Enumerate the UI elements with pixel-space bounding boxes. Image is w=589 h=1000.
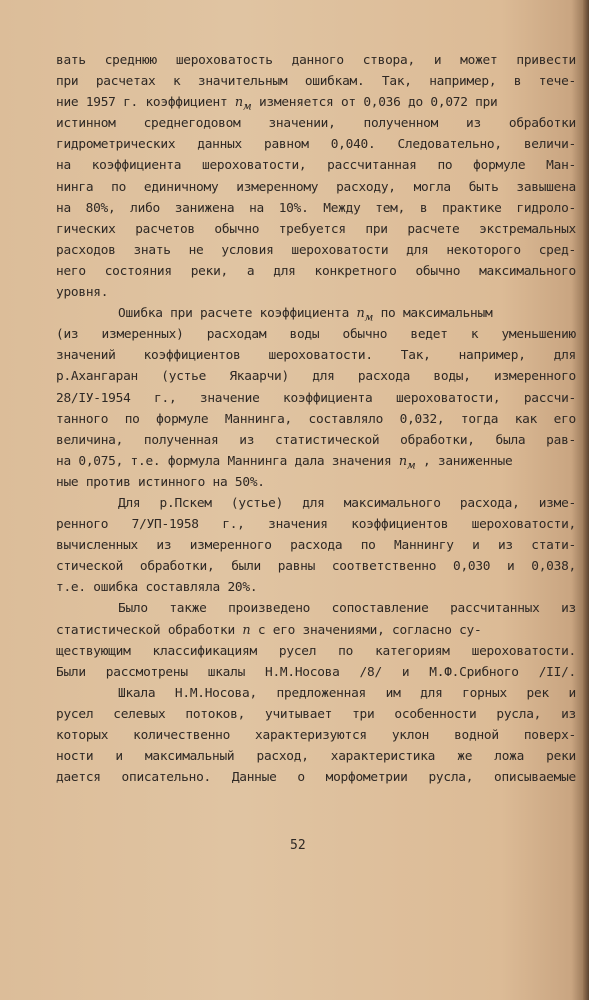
text-line: ности и максимальный расход, характеристика же ложа реки: [56, 749, 576, 765]
text-line: [56, 303, 576, 324]
text-segment: статистической обработки: [56, 622, 243, 638]
text-segment: по максимальным: [373, 306, 493, 322]
symbol-n: n: [234, 95, 243, 111]
text-line: ществующим классификациям русел по категориям шероховатости.: [56, 643, 576, 659]
symbol-subscript: м: [242, 99, 252, 113]
symbol-subscript: м: [406, 458, 416, 472]
roughness-symbol: n: [242, 622, 251, 638]
text-line: на коэффициента шероховатости, рассчитанная по формуле Ман-: [56, 158, 576, 174]
text-line: значений коэффициентов шероховатости. Так, например, для: [56, 348, 576, 364]
text-segment: , заниженные: [415, 453, 513, 469]
body-text: [56, 50, 576, 788]
symbol-n: n: [356, 306, 365, 322]
text-line: дается описательно. Данные о морфометрии русла, описываемые: [56, 770, 576, 786]
text-line: [56, 620, 576, 641]
symbol-n: n: [398, 453, 407, 469]
text-line: при расчетах к значительным ошибкам. Так, например, в тече-: [56, 74, 576, 90]
text-line: русел селевых потоков, учитывает три особенности русла, из: [56, 706, 576, 722]
text-line: гидрометрических данных равном 0,040. Следовательно, величи-: [56, 137, 576, 153]
text-line: уровня.: [56, 285, 109, 301]
text-line: которых количественно характеризуются уклон водной поверх-: [56, 728, 576, 743]
text-line: р.Ахангаран (устье Якаарчи) для расхода воды, измеренного: [56, 369, 576, 385]
text-line: гических расчетов обычно требуется при расчете экстремальных: [56, 221, 576, 237]
symbol-subscript: м: [364, 310, 374, 324]
text-line: танного по формуле Маннинга, составляло 0,032, тогда как его: [56, 411, 576, 427]
manning-coefficient-symbol: [234, 95, 252, 113]
text-line: вычисленных из измеренного расхода по Маннингу и из стати-: [56, 538, 576, 554]
text-line: величина, полученная из статистической обработки, была рав-: [56, 432, 576, 448]
text-line: вать среднюю шероховатость данного створа, и может привести: [56, 53, 576, 68]
text-line: него состояния реки, а для конкретного обычно максимального: [56, 263, 576, 279]
text-line: [56, 451, 576, 472]
text-segment: изменяется от 0,036 до 0,072 при: [251, 95, 498, 111]
text-line: истинном среднегодовом значении, полученном из обработки: [56, 116, 576, 132]
text-line: 28/IУ-1954 г., значение коэффициента шероховатости, рассчи-: [56, 390, 576, 406]
text-line: Были рассмотрены шкалы Н.М.Носова /8/ и М.Ф.Срибного /II/.: [56, 664, 576, 680]
page-number: 52: [290, 838, 306, 853]
text-line: [56, 92, 576, 113]
text-line: ренного 7/УП-1958 г., значения коэффициентов шероховатости,: [56, 517, 576, 533]
text-line: Для р.Пскем (устье) для максимального расхода, изме-: [118, 495, 576, 511]
text-line: нинга по единичному измеренному расходу, могла быть завышена: [56, 179, 576, 195]
text-line: ные против истинного на 50%.: [56, 474, 265, 490]
manning-coefficient-symbol: [356, 306, 374, 324]
text-segment: на 0,075, т.е. формула Маннинга дала значения: [56, 453, 399, 469]
page-edge: [583, 0, 589, 1000]
text-line: расходов знать не условия шероховатости для некоторого сред-: [56, 242, 576, 258]
text-line: стической обработки, были равны соответственно 0,030 и 0,038,: [56, 559, 576, 575]
manning-coefficient-symbol: [398, 453, 416, 472]
text-line: на 80%, либо занижена на 10%. Между тем, в практике гидроло-: [56, 200, 576, 216]
text-segment: с его значениями, согласно су-: [250, 622, 482, 638]
text-segment: Ошибка при расчете коэффициента: [118, 306, 357, 322]
text-line: т.е. ошибка составляла 20%.: [56, 580, 258, 596]
text-line: Шкала Н.М.Носова, предложенная им для горных рек и: [118, 685, 576, 701]
text-segment: ние 1957 г. коэффициент: [56, 95, 235, 111]
text-line: Было также произведено сопоставление рассчитанных из: [118, 601, 576, 617]
text-line: (из измеренных) расходам воды обычно ведет к уменьшению: [56, 327, 576, 343]
